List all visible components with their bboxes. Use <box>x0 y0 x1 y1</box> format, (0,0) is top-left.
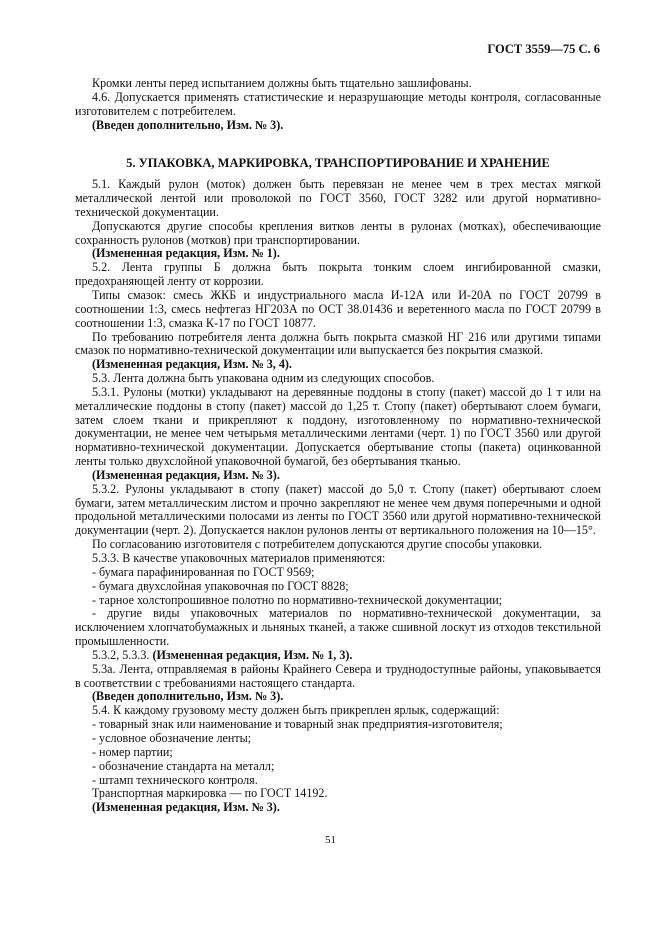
paragraph-text: По согласованию изготовителя с потребителем допускаются другие способы упаковки. <box>92 537 543 552</box>
paragraph-text: - товарный знак или наименование и товарный знак предприятия-изготовителя; <box>92 717 503 732</box>
paragraph-text: 5.3.3. В качестве упаковочных материалов применяются: <box>92 551 386 565</box>
paragraph-text: По требованию потребителя лента должна быть покрыта смазкой НГ 216 или другими типами смазок по нормативно-технической документации или выпускается без покрытия смазкой. <box>75 329 601 358</box>
paragraph <box>75 704 601 718</box>
paragraph-text: 5.3а. Лента, отправляемая в районы Крайнего Севера и труднодоступные районы, упаковывается в соответствии с требованиями настоящего стандарта. <box>75 661 601 690</box>
amendment-note <box>75 119 601 133</box>
section-5 <box>75 178 601 815</box>
section-4-tail <box>75 77 601 132</box>
paragraph <box>75 580 601 594</box>
amendment-note <box>75 690 601 704</box>
page-header: ГОСТ 3559—75 С. 6 <box>487 42 600 56</box>
amendment-note <box>75 469 601 483</box>
paragraph <box>75 552 601 566</box>
amendment-note <box>75 801 601 815</box>
paragraph <box>75 594 601 608</box>
paragraph-text: 5.1. Каждый рулон (моток) должен быть перевязан не менее чем в трех местах мягкой металлической лентой или проволокой по ГОСТ 3560, ГОСТ 3282 или другой нормативно-технической документации. <box>75 177 601 219</box>
amendment-text: (Введен дополнительно, Изм. № 3). <box>92 117 284 132</box>
amendment-note <box>75 358 601 372</box>
paragraph <box>75 760 601 774</box>
paragraph-text: Типы смазок: смесь ЖКБ и индустриального масла И-12А или И-20А по ГОСТ 20799 в соотношении 1:3, смесь нефтегаз НГ203А по ОСТ 38.01436 и веретенного масла по ГОСТ 20799 в соотношении 1:3, смазка К-17 по ГОСТ 10877. <box>75 287 601 330</box>
paragraph <box>75 538 601 552</box>
amendment-text: (Измененная редакция, Изм. № 3). <box>92 467 280 482</box>
paragraph <box>75 220 601 248</box>
paragraph <box>75 483 601 538</box>
paragraph <box>75 331 601 359</box>
amendment-text: (Измененная редакция, Изм. № 3, 4). <box>92 357 292 372</box>
paragraph-text: 5.4. К каждому грузовому месту должен быть прикреплен ярлык, содержащий: <box>92 703 500 718</box>
paragraph <box>75 787 601 801</box>
amendment-note <box>75 247 601 261</box>
paragraph-text: - штамп технического контроля. <box>92 772 258 787</box>
paragraph <box>75 649 601 663</box>
paragraph-text: - тарное холстопрошивное полотно по нормативно-технической документации; <box>92 592 503 607</box>
paragraph-text: 5.3.2, 5.3.3. <box>92 647 153 662</box>
paragraph-text: 4.6. Допускается применять статистические и неразрушающие методы контроля, согласованные изготовителем с потребителем. <box>75 89 601 118</box>
paragraph <box>75 746 601 760</box>
paragraph-text: - номер партии; <box>92 744 173 759</box>
paragraph-text: - бумага двухслойная упаковочная по ГОСТ 8828; <box>92 578 349 593</box>
paragraph-text: 5.2. Лента группы Б должна быть покрыта тонким слоем ингибированной смазки, предохраняющей ленту от коррозии. <box>75 260 601 289</box>
paragraph <box>75 386 601 469</box>
document-body <box>75 77 601 815</box>
paragraph <box>75 261 601 289</box>
amendment-text: (Введен дополнительно, Изм. № 3). <box>92 689 284 704</box>
paragraph <box>75 372 601 386</box>
page-number: 51 <box>325 834 336 846</box>
paragraph-text: - другие виды упаковочных материалов по нормативно-технической документации, за исключением хлопчатобумажных и льняных тканей, а также сшивной лоскут из отходов текстильной промышленности. <box>75 606 601 649</box>
paragraph-text: Транспортная маркировка — по ГОСТ 14192. <box>92 786 328 801</box>
paragraph <box>75 289 601 331</box>
paragraph <box>75 607 601 649</box>
paragraph-text: Кромки ленты перед испытанием должны быть тщательно зашлифованы. <box>92 76 472 90</box>
paragraph <box>75 663 601 691</box>
paragraph <box>75 91 601 119</box>
paragraph-text: 5.3.2. Рулоны укладывают в стопу (пакет) массой до 5,0 т. Стопу (пакет) обертывают слоем бумаги, затем металлическим листом и прочно закрепляют не менее чем двумя поперечными и одной продольной металлическими полосами из ленты по ГОСТ 3560 или другой нормативно-технической документации (черт. 2). Допускается наклон рулонов ленты от вертикального положения на 10—15°. <box>75 481 601 538</box>
paragraph-text: 5.3. Лента должна быть упакована одним из следующих способов. <box>92 371 435 386</box>
paragraph <box>75 178 601 220</box>
amendment-text: (Измененная редакция, Изм. № 3). <box>92 800 280 815</box>
paragraph-text: 5.3.1. Рулоны (мотки) укладывают на деревянные поддоны в стопу (пакет) массой до 1 т или на металлические поддоны в стопу (пакет) массой до 1,25 т. Стопу (пакет) обертывают слоем бумаги, затем слоем ткани и прикрепляют к поддону, изготовленному по нормативно-технической документации, не менее чем четырьмя металлическими лентами (черт. 1) по ГОСТ 3560 или другой нормативно-технической документации. Допускается обертывание стопы (пакета) оцинкованной ленты только двухслойной упаковочной бумагой, без обертывания тканью. <box>75 384 601 469</box>
paragraph-text: Допускаются другие способы крепления витков ленты в рулонах (мотках), обеспечивающие сохранность рулонов (мотков) при транспортировании. <box>75 218 601 247</box>
paragraph-text: - обозначение стандарта на металл; <box>92 758 275 773</box>
paragraph-text: - условное обозначение ленты; <box>92 730 252 745</box>
paragraph <box>75 566 601 580</box>
section-title: 5. УПАКОВКА, МАРКИРОВКА, ТРАНСПОРТИРОВАНИЕ И ХРАНЕНИЕ <box>126 156 550 171</box>
amendment-text: (Измененная редакция, Изм. № 1, 3). <box>152 647 353 662</box>
amendment-text: (Измененная редакция, Изм. № 1). <box>92 246 280 261</box>
paragraph <box>75 732 601 746</box>
paragraph <box>75 774 601 788</box>
paragraph <box>75 77 601 91</box>
paragraph-text: - бумага парафинированная по ГОСТ 9569; <box>92 564 315 579</box>
paragraph <box>75 718 601 732</box>
